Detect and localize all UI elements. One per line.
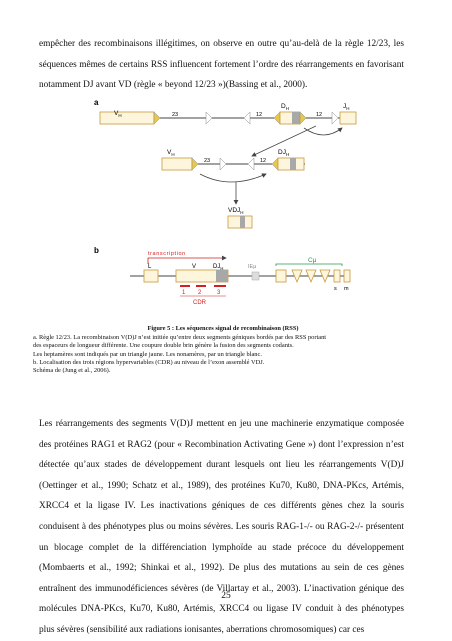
caption-line: Les heptamères sont indiqués par un triangle jaune. Les nonamères, par un triangle blanc. [33, 350, 262, 358]
heptamer-icon [300, 112, 306, 124]
heptamer-icon [192, 158, 198, 170]
spacer-23: 23 [172, 112, 179, 118]
leader-exon [144, 270, 158, 282]
text-line: plus sévères (sensibilité aux radiations ionisantes, aberrations chromosomiques) car ces [39, 624, 365, 635]
spacer-12: 12 [256, 112, 263, 118]
row1-germline [100, 103, 356, 156]
panel-a-label: a [94, 98, 99, 107]
djh-label: DJ [278, 149, 286, 156]
cdr-2: 2 [198, 290, 202, 296]
text-line: Les réarrangements des segments V(D)J mettent en jeu une machinerie enzymatique composée [39, 419, 404, 429]
m-label: m [344, 286, 349, 292]
caption-line: Schéma de (Jung et al., 2006). [33, 367, 111, 375]
svg-text:JH [343, 103, 350, 111]
caption-line: b. Localisation des trois régions hypervariables (CDR) au niveau de l’exon assemblé VDJ. [33, 358, 265, 366]
spacer-23b: 23 [204, 158, 211, 164]
text-line: séquences mêmes de certains RSS influencent fortement l’ordre des réarrangements en favorisant [39, 59, 404, 70]
cmu-exon-m [344, 270, 350, 282]
row2-dj [162, 149, 305, 204]
l-label: L [148, 264, 152, 270]
text-line: (Mombaerts et al., 1992; Shinkai et al., 1992). De plus des mutations au sein de ces gènes [39, 563, 404, 574]
paragraph-top [39, 34, 404, 96]
text-line: conduisent à des phénotypes plus ou moins sévères. Les souris RAG-1-/- ou RAG-2-/- présentent [39, 521, 404, 532]
text-line: (Oettinger et al., 1990; Schatz et al., 1989), des protéines Ku70, Ku80, DNA-PKcs, Artémis, [39, 480, 404, 491]
vh2-label: V [167, 149, 172, 156]
vh2-sub: H [171, 152, 175, 157]
dj-label: DJ [213, 264, 221, 270]
cmu-exon-1 [276, 270, 286, 282]
ieu-enhancer [252, 272, 259, 280]
text-line: des protéines RAG1 et RAG2 (pour « Recombination Activating Gene ») dont l’expression n’est [39, 439, 404, 450]
row3-vdj [228, 207, 252, 228]
vh-label: V [114, 110, 119, 117]
text-line: molécules DNA-PKcs, Ku70, Ku80, Artémis, XRCC4 ou ligase IV conduit à des phénotypes [39, 604, 404, 615]
cdr-3: 3 [217, 290, 221, 296]
svg-text:DH [281, 103, 289, 111]
heptamer-icon [154, 112, 160, 124]
svg-text:VH [114, 110, 122, 118]
vh-sub: H [118, 113, 122, 118]
vh-segment [100, 112, 154, 124]
spacer-12b: 12 [260, 158, 267, 164]
v-label: V [192, 264, 197, 270]
jh-sub: H [346, 106, 350, 111]
jh-label: J [343, 103, 347, 110]
djh-sub: H [285, 152, 290, 157]
svg-text:DJH [213, 264, 223, 271]
dh-sub: H [285, 106, 289, 111]
text-line: empêcher des recombinaisons illégitimes, on observe en outre qu’au-delà de la règle 12/23, les [39, 39, 404, 49]
nonamer-icon [332, 112, 338, 124]
cdr-1: 1 [182, 290, 186, 296]
caption-title: Figure 5 : Les séquences signal de recombinaison (RSS) [147, 325, 299, 332]
spacer-12-right: 12 [316, 112, 323, 118]
cmu-exon-s [334, 270, 340, 282]
vh2-segment [162, 158, 192, 170]
text-line: XRCC4 et la ligase IV. Les inactivations géniques de ces différents gènes chez la souris [39, 501, 404, 512]
caption-line: a. Règle 12/23. La recombinaison V(D)J n’est initiée qu’entre deux segments géniques bordés par des RSS portant [33, 334, 327, 342]
cmu-label: Cμ [308, 257, 317, 264]
panel-b-label: b [94, 246, 99, 255]
s-label: s [334, 286, 337, 292]
heptamer-icon [272, 158, 278, 170]
cdr-label: CDR [193, 300, 206, 306]
ieu-label: IEμ [248, 264, 257, 270]
panel-b-diagram [130, 251, 350, 306]
figure-caption [33, 325, 413, 375]
svg-text:VH [167, 149, 175, 157]
text-line: entraînent des immunodéficiences sévères (de Villartay et al., 2003). L’inactivation génique des [39, 583, 404, 594]
paragraph-bottom [39, 414, 404, 641]
text-line: notamment DJ avant VD (règle « beyond 12/23 »)(Bassing et al., 2000). [39, 80, 308, 91]
heptamer-icon [274, 112, 280, 124]
transcription-label: transcription [148, 251, 186, 257]
rss-figure [80, 92, 380, 312]
vdjh-label: VDJ [228, 207, 241, 214]
dj-sub: H [220, 266, 224, 271]
svg-text:DJH [278, 149, 289, 157]
vdjh-sub: H [240, 210, 244, 215]
nonamer-icon [244, 112, 250, 124]
nonamer-icon [220, 158, 226, 170]
svg-text:VDJH [228, 207, 244, 215]
nonamer-icon [248, 158, 254, 170]
jh-segment [340, 112, 356, 124]
text-line: détectée qu’aux stades de développement durant lesquels ont lieu les réarrangements V(D)J [39, 460, 404, 471]
nonamer-icon [206, 112, 212, 124]
caption-line: des espaceurs de longueur différente. Une coupure double brin génère la fusion des segments codants. [33, 342, 294, 350]
dh-label: D [281, 103, 286, 110]
page-number: 25 [221, 591, 231, 601]
text-line: un blocage complet de la différenciation lymphoïde au stade précoce du développement [39, 542, 404, 553]
